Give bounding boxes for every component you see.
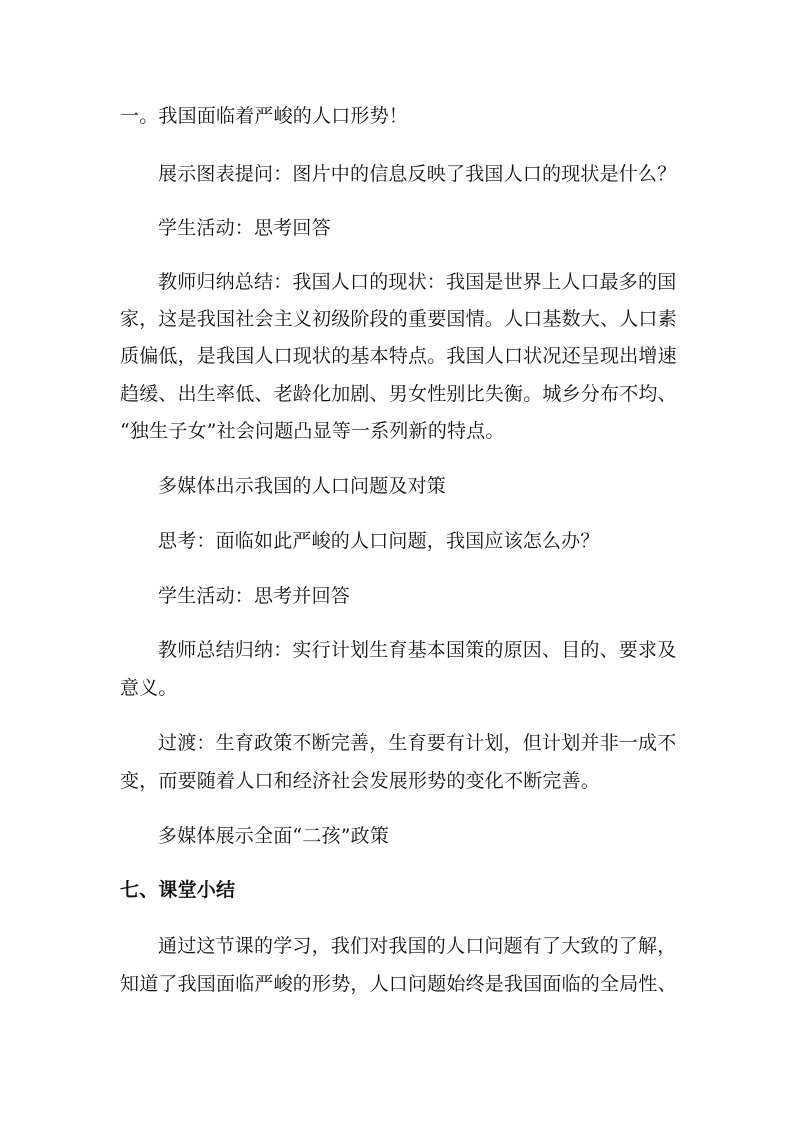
- text-line: 通过这节课的学习，我们对我国的人口问题有了大致的了解，: [158, 935, 677, 957]
- paragraph-student-activity-2: 学生活动：思考并回答: [158, 585, 351, 607]
- text-line: 意义。: [120, 677, 178, 699]
- text-line: 教师总结归纳：实行计划生育基本国策的原因、目的、要求及: [158, 639, 677, 661]
- paragraph-two-child-policy: 多媒体展示全面“二孩”政策: [158, 825, 390, 847]
- text-line: “独生子女”社会问题凸显等一系列新的特点。: [120, 420, 505, 442]
- text-line: 过渡：生育政策不断完善，生育要有计划，但计划并非一成不: [158, 732, 677, 754]
- text-line: 质偏低，是我国人口现状的基本特点。我国人口状况还呈现出增速: [120, 345, 677, 367]
- section-heading-7: 七、课堂小结: [120, 879, 236, 901]
- section-heading-1: 一。我国面临着严峻的人口形势！: [120, 105, 409, 127]
- paragraph-chart-question: 展示图表提问：图片中的信息反映了我国人口的现状是什么？: [158, 163, 677, 185]
- paragraph-multimedia-problems: 多媒体出示我国的人口问题及对策: [158, 475, 447, 497]
- text-line: 家，这是我国社会主义初级阶段的重要国情。人口基数大、人口素: [120, 308, 677, 330]
- text-line: 知道了我国面临严峻的形势，人口问题始终是我国面临的全局性、: [120, 973, 677, 995]
- text-line: 趋缓、出生率低、老龄化加剧、男女性别比失衡。城乡分布不均、: [120, 383, 677, 405]
- paragraph-student-activity-1: 学生活动：思考回答: [158, 217, 331, 239]
- text-line: 变，而要随着人口和经济社会发展形势的变化不断完善。: [120, 770, 601, 792]
- paragraph-think-question: 思考：面临如此严峻的人口问题，我国应该怎么办？: [158, 530, 600, 552]
- text-line: 教师归纳总结：我国人口的现状：我国是世界上人口最多的国: [158, 271, 677, 293]
